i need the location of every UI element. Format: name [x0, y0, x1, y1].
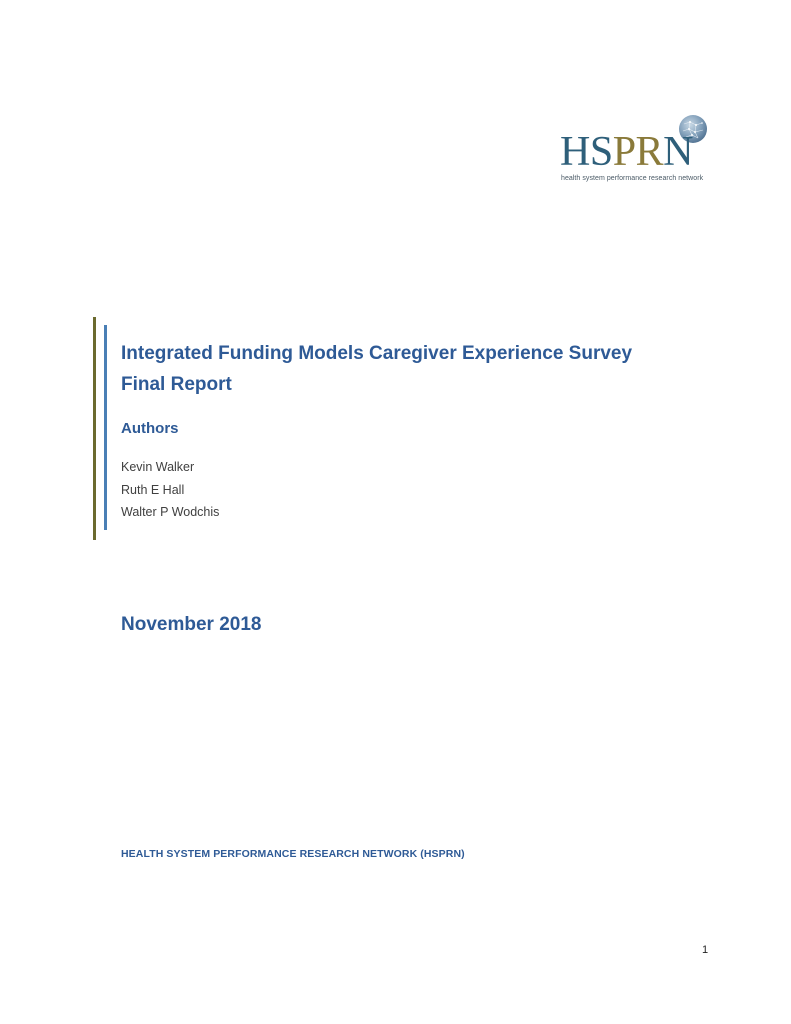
- accent-bar-blue: [104, 325, 107, 530]
- author-list: [121, 456, 219, 524]
- logo-wordmark-hs: HS: [560, 129, 613, 175]
- page-number: 1: [702, 944, 709, 956]
- logo-wordmark-pr: PR: [612, 129, 664, 175]
- logo-tagline: health system performance research network: [561, 175, 704, 182]
- author-name: Ruth E Hall: [121, 482, 185, 497]
- logo-wordmark-n: N: [663, 129, 693, 175]
- report-title-line2: Final Report: [121, 374, 232, 395]
- accent-bar-olive: [93, 317, 96, 540]
- author-name: Kevin Walker: [121, 460, 195, 474]
- hsprn-logo: [558, 112, 718, 188]
- report-date: November 2018: [121, 614, 262, 635]
- report-title-line1: Integrated Funding Models Caregiver Experience Survey: [121, 343, 633, 364]
- organization-name: HEALTH SYSTEM PERFORMANCE RESEARCH NETWORK (HSPRN): [121, 848, 465, 860]
- authors-heading: Authors: [121, 420, 179, 437]
- author-name: Walter P Wodchis: [121, 505, 220, 519]
- report-title: [121, 338, 632, 400]
- logo-wordmark: [560, 130, 693, 174]
